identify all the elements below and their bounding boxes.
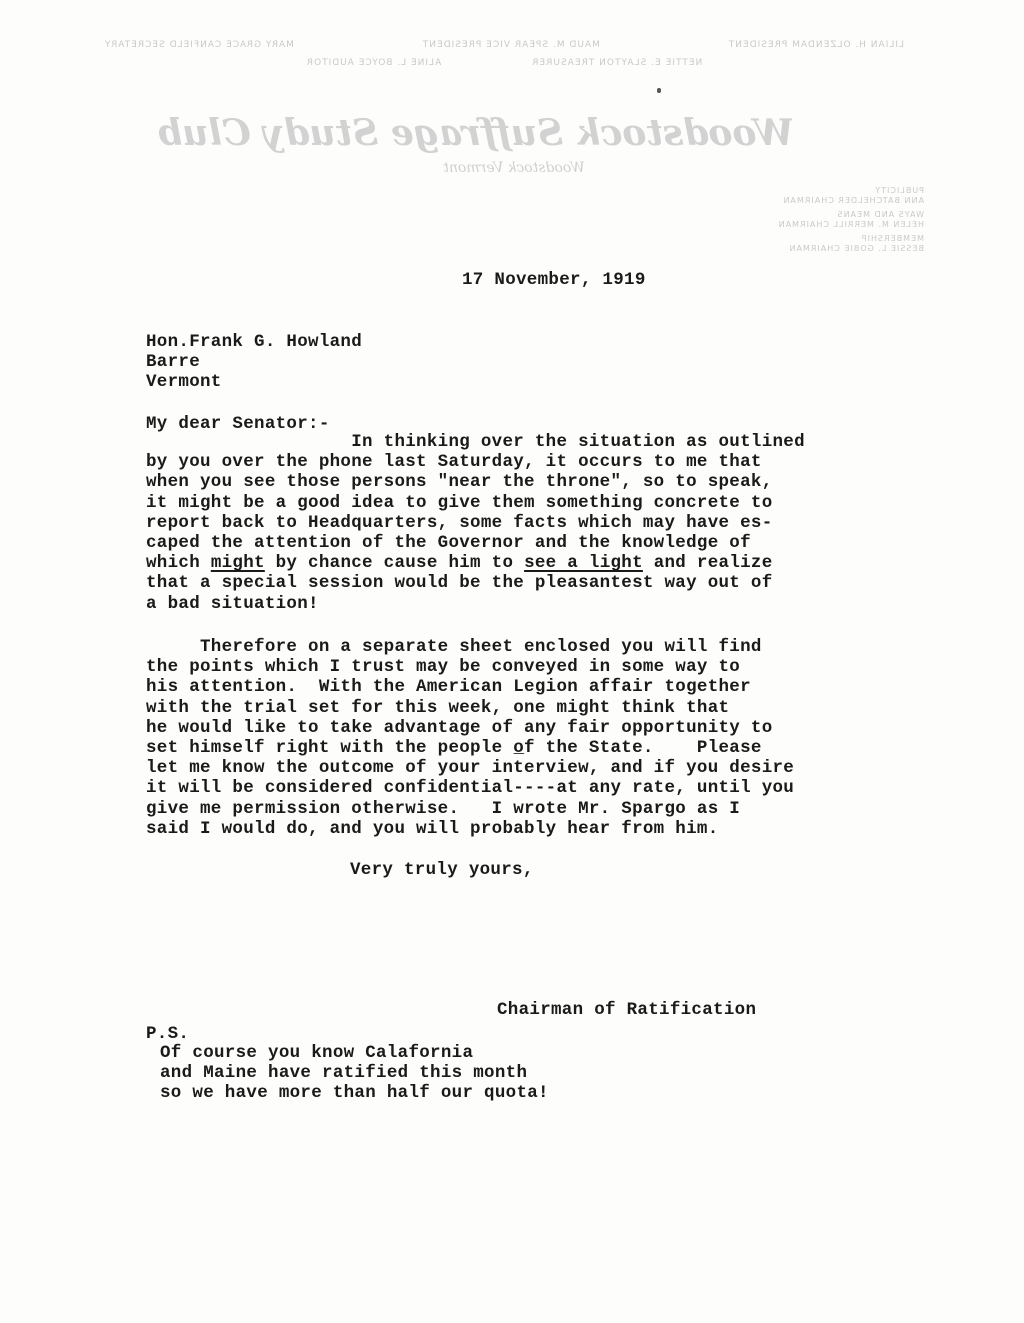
text-line: said I would do, and you will probably hear from him. [146, 818, 719, 839]
committee-chair: ANN BATCHELDER CHAIRMAN [782, 196, 924, 205]
underlined-word-might: might [210, 553, 265, 574]
letterhead-place: Woodstock Vermont [443, 160, 585, 176]
closing: Very truly yours, [350, 860, 534, 880]
text-line: he would like to take advantage of any fair opportunity to [146, 717, 773, 738]
officer-vice-president: MAUD M. SPEAR VICE PRESIDENT [421, 40, 600, 50]
addressee-block [146, 332, 362, 393]
addressee-state: Vermont [146, 372, 222, 393]
text-line: Of course you know Calafornia [160, 1043, 474, 1063]
signature-title: Chairman of Ratification [497, 1000, 757, 1020]
ps-body [160, 1043, 549, 1104]
letter-date: 17 November, 1919 [462, 270, 646, 290]
underlined-phrase-see-a-light: see a light [524, 553, 643, 574]
text-line: and realize [642, 553, 773, 574]
salutation: My dear Senator:- [146, 414, 330, 434]
committee-chair: BESSIE L. GOBIE CHAIRMAN [788, 244, 924, 253]
body-paragraph-2 [146, 637, 794, 839]
officer-auditor: ALINE L. BOYCE AUDITOR [305, 58, 442, 68]
text-line: his attention. With the American Legion affair together [146, 677, 751, 698]
text-line: it will be considered confidential----at any rate, until you [146, 778, 795, 799]
committee-chair: HELEN M. MERRILL CHAIRMAN [777, 220, 924, 229]
text-line: the points which I trust may be conveyed in some way to [146, 657, 741, 678]
body-paragraph-1 [146, 432, 805, 614]
text-line: that a special session would be the pleasantest way out of [146, 573, 773, 594]
text-line: In thinking over the situation as outlined [146, 432, 805, 452]
text-line: give me permission otherwise. I wrote Mr. Spargo as I [146, 798, 741, 819]
text-line: let me know the outcome of your interview, and if you desire [146, 758, 795, 779]
addressee-name: Hon.Frank G. Howland [146, 332, 363, 352]
letterhead-club-name: Woodstock Suffrage Study Club [157, 112, 794, 154]
ink-speck [657, 88, 661, 93]
committee-heading: WAYS AND MEANS [836, 210, 924, 219]
text-line: set himself right with the people o̲f the State. Please [146, 738, 762, 759]
text-line: by you over the phone last Saturday, it occurs to me that [146, 452, 762, 473]
text-line: by chance cause him to [264, 553, 525, 574]
letterhead-officers [104, 40, 904, 68]
text-line: Therefore on a separate sheet enclosed you will find [146, 637, 762, 657]
text-line: caped the attention of the Governor and the knowledge of [146, 533, 751, 554]
text-line: so we have more than half our quota! [160, 1083, 549, 1104]
text-line: and Maine have ratified this month [160, 1063, 528, 1084]
text-line: when you see those persons "near the throne", so to speak, [146, 472, 773, 493]
text-line: it might be a good idea to give them something concrete to [146, 492, 773, 513]
text-line: with the trial set for this week, one might think that [146, 697, 730, 718]
committee-heading: MEMBERSHIP [860, 234, 924, 243]
letterhead-bleedthrough [0, 0, 1024, 300]
officer-treasurer: NETTIE E. SLAYTON TREASURER [531, 58, 703, 68]
text-line: a bad situation! [146, 593, 319, 614]
ps-label: P.S. [146, 1024, 190, 1044]
officer-secretary: MARY GRACE CANFIELD SECRETARY [104, 40, 294, 50]
text-line: report back to Headquarters, some facts which may have es- [146, 512, 773, 533]
officer-president: LILIAN H. OLZENDAM PRESIDENT [727, 40, 904, 50]
committee-heading: PUBLICITY [874, 186, 924, 195]
addressee-city: Barre [146, 352, 201, 373]
letterhead-committees [694, 186, 924, 254]
text-line: which [146, 553, 211, 574]
